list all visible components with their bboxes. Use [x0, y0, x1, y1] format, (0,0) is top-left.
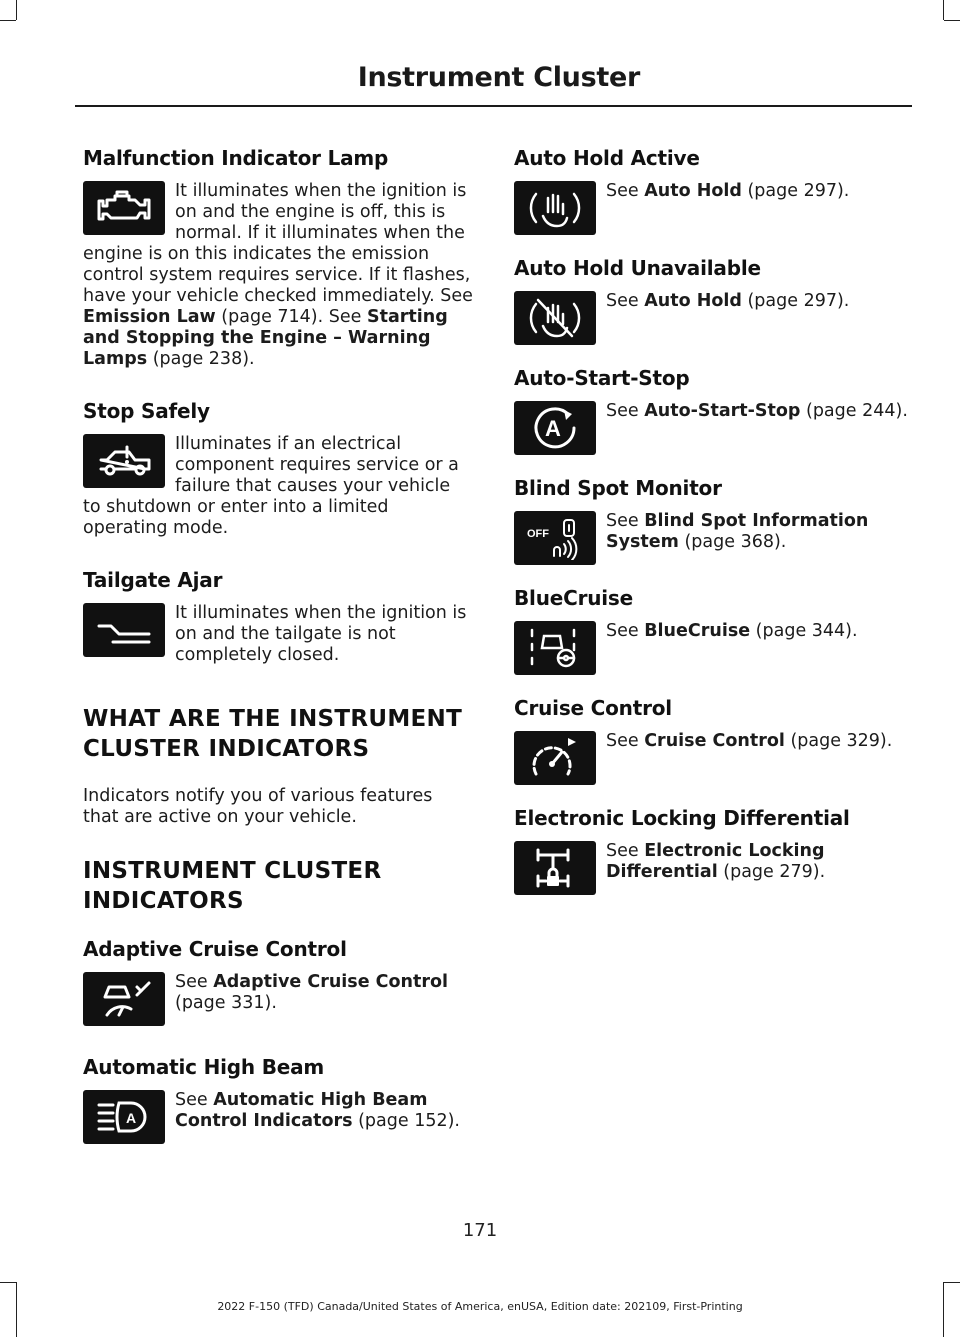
- tailgate-ajar-icon: [83, 603, 165, 657]
- auto-hold-unavailable-icon: [514, 291, 596, 345]
- page-number: 171: [462, 1220, 498, 1241]
- blind-spot-off-icon: [514, 511, 596, 565]
- auto-start-stop-icon: [514, 401, 596, 455]
- auto-start-stop-section: [514, 363, 914, 459]
- body-text: See: [606, 401, 645, 421]
- body-text: (page 344).: [750, 621, 858, 641]
- cross-reference[interactable]: Adaptive Cruise Control: [213, 972, 449, 992]
- left-column: [83, 143, 473, 1148]
- what-are-section: [83, 704, 473, 828]
- tailgate-section: [83, 565, 473, 666]
- mil-section: [83, 143, 473, 370]
- locking-differential-icon: [514, 841, 596, 895]
- section-heading: CLUSTER INDICATORS: [83, 736, 370, 762]
- body-text: See: [606, 621, 645, 641]
- body-text: See: [606, 841, 645, 861]
- section-title: Adaptive Cruise Control: [83, 937, 347, 961]
- section-title: Tailgate Ajar: [83, 568, 223, 592]
- indicators-heading-block: [83, 856, 473, 916]
- section-heading: INDICATORS: [83, 888, 244, 914]
- section-title: BlueCruise: [514, 586, 634, 610]
- section-title: Auto Hold Unavailable: [514, 256, 761, 280]
- cross-reference[interactable]: Auto-Start-Stop: [644, 401, 801, 421]
- right-column: [514, 143, 914, 899]
- body-text: (page 152).: [352, 1111, 460, 1131]
- section-title: Auto-Start-Stop: [514, 366, 690, 390]
- body-text: See: [606, 511, 645, 531]
- cross-reference[interactable]: BlueCruise: [644, 621, 751, 641]
- body-text: (page 297).: [741, 181, 850, 201]
- body-text: See: [175, 1090, 214, 1110]
- auto-hold-unavailable-section: [514, 253, 914, 349]
- body-text: (page 279).: [717, 862, 826, 882]
- header-divider: [75, 105, 912, 107]
- auto-high-beam-icon: [83, 1090, 165, 1144]
- crop-mark: [16, 0, 17, 20]
- section-heading: WHAT ARE THE INSTRUMENT: [83, 706, 463, 732]
- body-text: See: [606, 291, 645, 311]
- body-text: (page 238).: [147, 349, 255, 369]
- ahb-section: [83, 1052, 473, 1148]
- body-text: It illuminates when the ignition is on and the engine is off, this is normal. If it illuminates when the engine is on this indicates the emission control system requires service. If it flashes, have your vehicle checked immediately. See: [83, 181, 473, 306]
- auto-hold-section: [514, 143, 914, 239]
- cross-reference[interactable]: Blind Spot Information System: [606, 511, 869, 552]
- tailgate-description: It illuminates when the ignition is on and the tailgate is not completely closed.: [175, 603, 467, 665]
- page-title: Instrument Cluster: [357, 62, 640, 93]
- section-title: Blind Spot Monitor: [514, 476, 722, 500]
- svg-text:A: A: [545, 416, 561, 441]
- section-heading: INSTRUMENT CLUSTER: [83, 858, 382, 884]
- section-title: Cruise Control: [514, 696, 672, 720]
- body-text: See: [606, 181, 645, 201]
- body-text: See: [606, 731, 645, 751]
- cross-reference[interactable]: Auto Hold: [644, 181, 742, 201]
- crop-mark: [944, 1282, 960, 1283]
- body-text: (page 297).: [741, 291, 850, 311]
- cross-reference[interactable]: Cruise Control: [644, 731, 785, 751]
- crop-mark: [0, 1282, 16, 1283]
- stop-safely-icon: [83, 434, 165, 488]
- crop-mark: [943, 0, 944, 20]
- stop-safely-section: [83, 396, 473, 539]
- icon-off-label: OFF: [527, 528, 549, 540]
- body-text: (page 331).: [175, 993, 277, 1013]
- body-text: (page 368).: [678, 532, 787, 552]
- cross-reference[interactable]: Auto Hold: [644, 291, 742, 311]
- check-engine-icon: [83, 181, 165, 235]
- cross-reference[interactable]: Emission Law: [83, 307, 216, 327]
- body-text: (page 714). See: [215, 307, 367, 327]
- body-text: (page 244).: [800, 401, 908, 421]
- stop-safely-description: Illuminates if an electrical component requires service or a failure that causes your vehicle to shutdown or enter into a limited operating mode.: [83, 434, 459, 538]
- locking-differential-section: [514, 803, 914, 899]
- acc-section: [83, 934, 473, 1030]
- section-title: Electronic Locking Differential: [514, 806, 850, 830]
- crop-mark: [944, 20, 960, 21]
- cross-reference[interactable]: Automatic High Beam Control Indicators: [175, 1090, 428, 1131]
- adaptive-cruise-icon: [83, 972, 165, 1026]
- intro-text: Indicators notify you of various features that are active on your vehicle.: [83, 786, 433, 827]
- section-title: Stop Safely: [83, 399, 210, 423]
- footer-edition: 2022 F-150 (TFD) Canada/United States of America, enUSA, Edition date: 202109, First-Printing: [217, 1300, 743, 1313]
- bluecruise-icon: [514, 621, 596, 675]
- section-title: Automatic High Beam: [83, 1055, 325, 1079]
- blind-spot-section: [514, 473, 914, 569]
- crop-mark: [0, 20, 16, 21]
- section-title: Auto Hold Active: [514, 146, 700, 170]
- auto-hold-icon: [514, 181, 596, 235]
- bluecruise-section: [514, 583, 914, 679]
- cross-reference[interactable]: Electronic Locking Differential: [606, 841, 825, 882]
- cruise-control-section: [514, 693, 914, 789]
- cross-reference[interactable]: Starting and Stopping the Engine – Warning Lamps: [83, 307, 448, 369]
- body-text: See: [175, 972, 214, 992]
- cruise-control-icon: [514, 731, 596, 785]
- svg-text:A: A: [126, 1110, 137, 1126]
- section-title: Malfunction Indicator Lamp: [83, 146, 389, 170]
- body-text: (page 329).: [784, 731, 893, 751]
